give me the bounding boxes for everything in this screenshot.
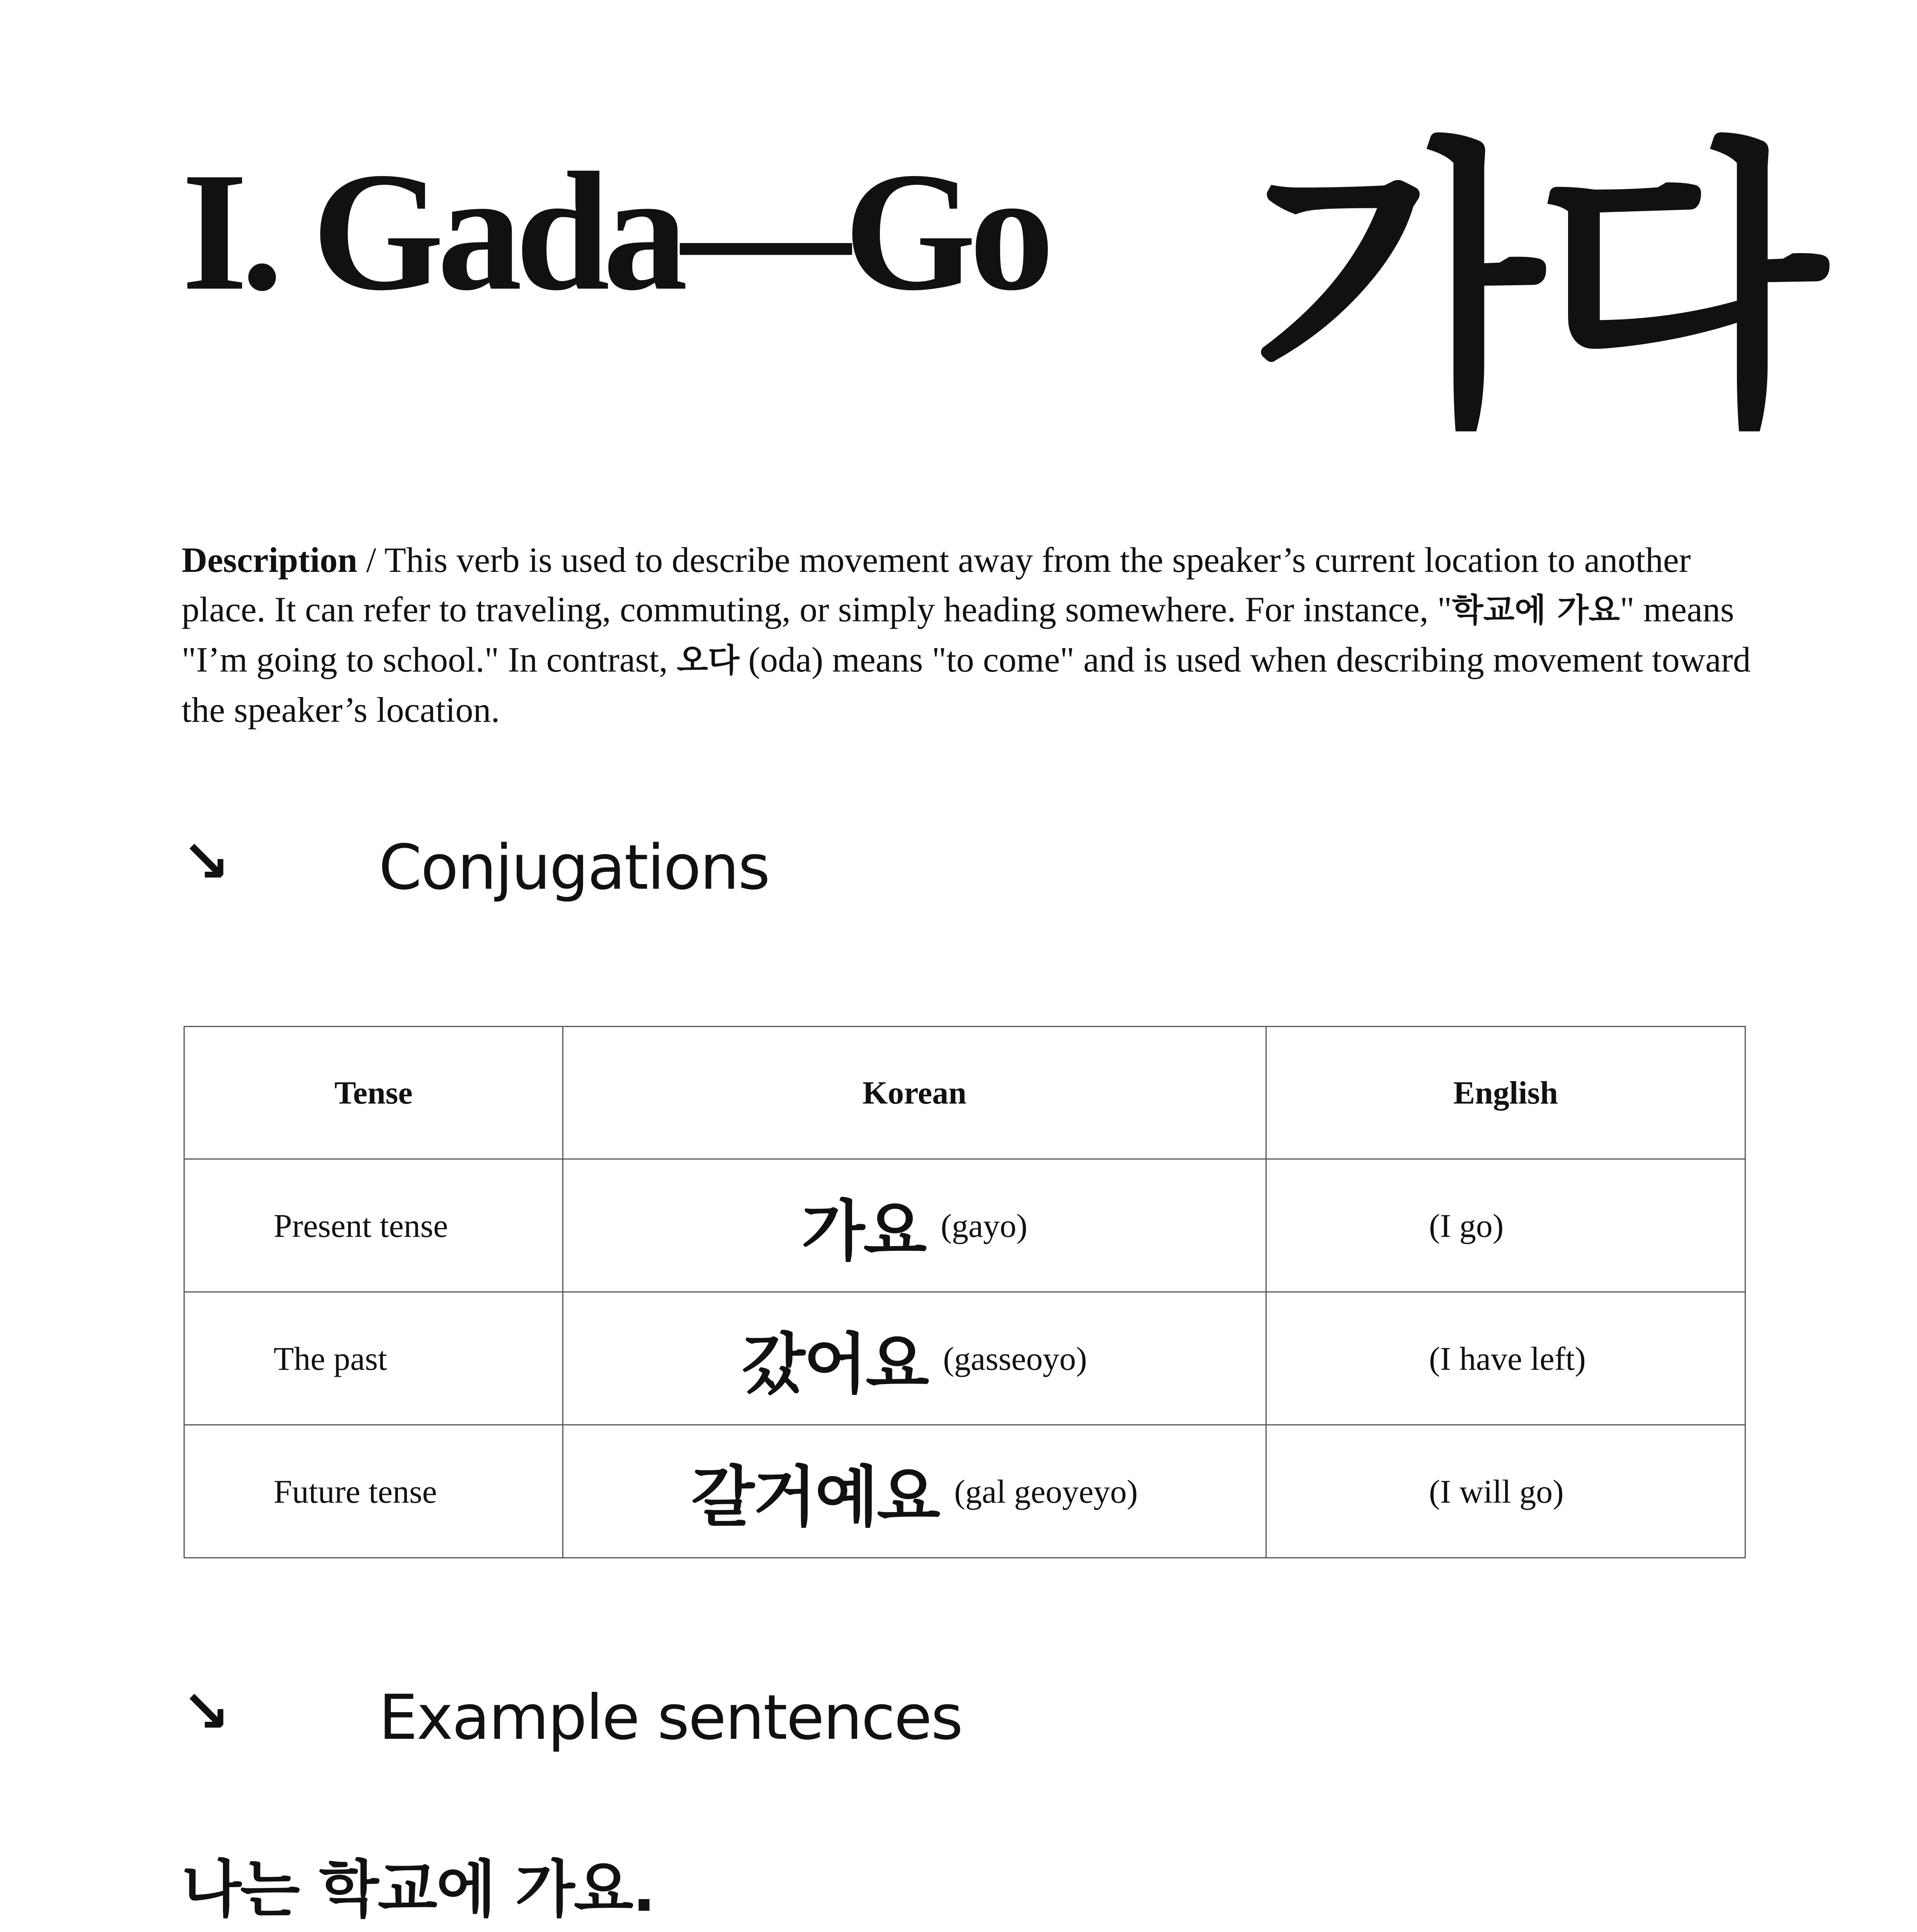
table-row: [184, 1425, 1745, 1558]
korean-cell: [563, 1159, 1266, 1292]
english-cell: (I go): [1266, 1159, 1745, 1292]
korean-cell: [563, 1292, 1266, 1425]
korean-form: 갈거예요: [691, 1459, 939, 1536]
korean-cell: [563, 1425, 1266, 1558]
conjugations-heading: Conjugations: [379, 831, 769, 903]
romanization: (gayo): [941, 1207, 1027, 1244]
page-title: I. Gada—Go: [182, 138, 1048, 326]
description-label: Description: [182, 540, 357, 580]
description-separator: /: [357, 540, 384, 580]
romanization: (gal geoyeyo): [954, 1473, 1138, 1510]
korean-form: 가요: [801, 1193, 925, 1270]
romanization: (gasseoyo): [943, 1340, 1087, 1377]
description-text-2: " means "I’m going to school." In contrast,: [182, 590, 1734, 679]
arrow-down-right-icon: ↘: [182, 1678, 230, 1745]
column-header-korean: Korean: [563, 1027, 1266, 1159]
table-row: [184, 1159, 1745, 1292]
korean-form: 갔어요: [742, 1326, 928, 1403]
description-text-3: (oda) means "to come" and is used when describing movement toward the speaker’s location.: [182, 640, 1751, 730]
table-header-row: [184, 1027, 1745, 1159]
english-cell: (I will go): [1266, 1425, 1745, 1558]
korean-title: 가다: [1252, 114, 1819, 465]
description-korean-example: 학교에 가요: [1452, 591, 1620, 629]
arrow-down-right-icon: ↘: [182, 828, 230, 895]
tense-cell: The past: [184, 1292, 563, 1425]
description-paragraph: [182, 535, 1766, 735]
description-korean-contrast: 오다: [677, 641, 740, 679]
tense-cell: Present tense: [184, 1159, 563, 1292]
table-row: [184, 1292, 1745, 1425]
description-text-1: This verb is used to describe movement away from the speaker’s current location to another place. It can refer to traveling, commuting, or simply heading somewhere. For instance, ": [182, 540, 1691, 629]
tense-cell: Future tense: [184, 1425, 563, 1558]
examples-heading: Example sentences: [379, 1681, 962, 1753]
english-cell: (I have left): [1266, 1292, 1745, 1425]
conjugation-table: [184, 1026, 1746, 1558]
column-header-tense: Tense: [184, 1027, 563, 1159]
column-header-english: English: [1266, 1027, 1745, 1159]
example-korean-1: 나는 학교에 가요.: [182, 1853, 655, 1925]
